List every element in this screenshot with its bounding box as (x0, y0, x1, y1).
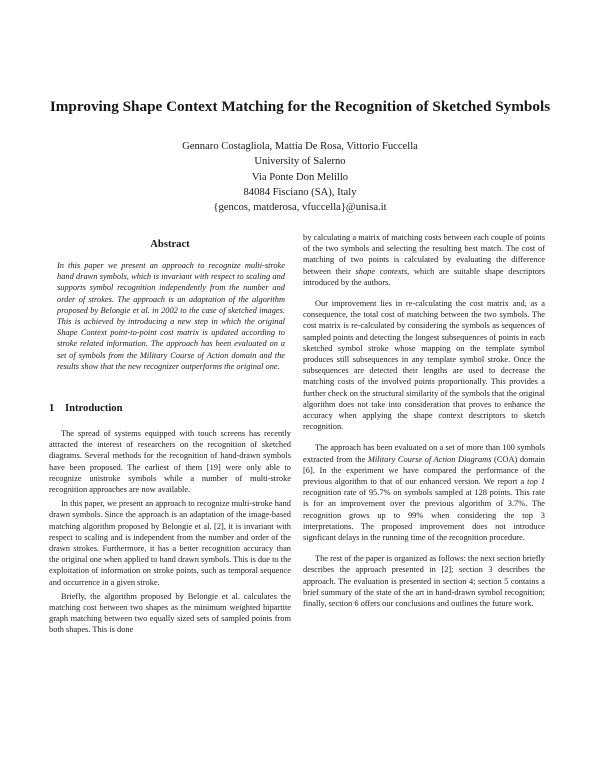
paper-title: Improving Shape Context Matching for the Recognition of Sketched Symbols (49, 98, 551, 115)
intro-paragraph-3: Briefly, the algorithm proposed by Belongie et al. calculates the matching cost between two shapes as the minimum weighted bipartite graph matching between two equally sized sets of sampled points from both shapes. This is done (49, 591, 291, 635)
author-street: Via Ponte Don Melillo (251, 171, 349, 183)
intro-paragraph-1: The spread of systems equipped with touch screens has recently attracted the interest of researchers on the recognition of sketched diagrams. Several methods for the recognition of hand-drawn symbols have been proposed. The earliest of them [19] were only able to recognize unistroke symbols while a number of multi-stroke recognition approaches are now available. (49, 429, 291, 495)
right-column (303, 232, 545, 609)
author-block (0, 139, 600, 215)
abstract-text: In this paper we present an approach to recognize multi-stroke hand drawn symbols, which is invariant with respect to scaling and supports symbol recognition independently from the number and order of strokes. The approach is an adaptation of the algorithm proposed by Belongie et al. in 2002 to the case of sketched images. This is achieved by introducing a new step in which the original Shape Context point-to-point cost matrix is updated according to stroke related information. The approach has been evaluated on a set of symbols from the Military Course of Action domain and the results show that the new recognizer outperforms the original one. (57, 261, 285, 371)
right-paragraph-4: The rest of the paper is organized as follows: the next section briefly describes the approach presented in [2]; section 3 describes the approach. The evaluation is presented in section 4; section 5 contains a brief summary of the state of the art in hand-drawn symbol recognition; finally, section 6 offers our conclusions and outlines the future work. (303, 554, 545, 609)
author-emails: {gencos, matderosa, vfuccella}@unisa.it (213, 202, 387, 214)
right-paragraph-1: by calculating a matrix of matching costs between each couple of points of the two symbols and selecting the resulting best match. The cost of matching of two points is calculated by evaluating the difference between their shape contexts, which are suitable shape descriptors introduced by the authors. (303, 233, 545, 287)
left-column (49, 234, 291, 636)
section-heading-introduction (49, 402, 291, 416)
author-affiliation: University of Salerno (254, 156, 346, 168)
section-number: 1 (49, 403, 55, 415)
right-paragraph-3: The approach has been evaluated on a set of more than 100 symbols extracted from the Military Course of Action Diagrams (COA) domain [6]. In the experiment we have compared the performance of the previous algorithm to that of our enhanced version. We report a top 1 recognition rate of 95.7% on symbols sampled at 128 points. This rate is for an improvement over the previous algorithm of 3.7%. The recognition grows up to 99% when considering the top 3 interpretations. The proposed improvement does not introduce signficant delays in the running time of the recognition procedure. (303, 443, 546, 543)
abstract-heading: Abstract (150, 239, 190, 250)
right-paragraph-2: Our improvement lies in re-calculating the cost matrix and, as a consequence, the total cost of matching between the two symbols. The cost matrix is re-calculated by considering the symbols as sequences of sampled points and detecting the longest subsequences of points in each sketched symbol stroke whose mapping on the template symbol produces still subsequences in any template symbol stroke. Once the subsequences are detected their lengths are used to decrease the matching costs of the involved points proportionally. This provides a further check on the structural similarity of the symbols that the original algorithm does not take into consideration that proves to enhance the accuracy when applying the shape context descriptors to sketch recognition. (303, 299, 545, 432)
section-title-text: Introduction (65, 403, 123, 415)
author-city: 84084 Fisciano (SA), Italy (243, 186, 357, 198)
intro-paragraph-2: In this paper, we present an approach to recognize multi-stroke hand drawn symbols. Since the approach is an adaptation of the image-based matching algorithm proposed by Belongie et al. [2], it is invariant with respect to scaling and is independent from the number and order of the drawn strokes. Furthermore, it has a better recognition accuracy than the original one when applied to hand drawn symbols. This is due to the exploitation of information on stroke points, such as temporal sequence and occurrence in a given stroke. (49, 499, 291, 587)
author-names: Gennaro Costagliola, Mattia De Rosa, Vittorio Fuccella (182, 141, 418, 152)
